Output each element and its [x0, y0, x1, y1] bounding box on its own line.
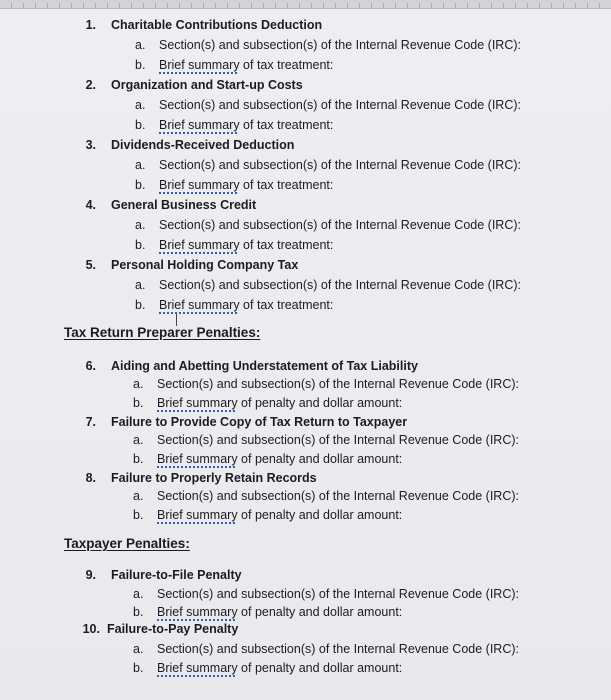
brief-summary-link[interactable]: Brief summary — [157, 452, 238, 466]
item-number: 7. — [85, 415, 96, 429]
item-number: 6. — [85, 359, 96, 373]
sub-item-a: a. Section(s) and subsection(s) of the Internal Revenue Code (IRC): — [135, 98, 521, 112]
sub-item-a: a. Section(s) and subsection(s) of the Internal Revenue Code (IRC): — [133, 642, 519, 656]
brief-summary-link[interactable]: Brief summary — [159, 178, 240, 192]
sub-item-a: a. Section(s) and subsection(s) of the Internal Revenue Code (IRC): — [135, 278, 521, 292]
brief-summary-link[interactable]: Brief summary — [159, 298, 240, 312]
sub-item-a: a. Section(s) and subsection(s) of the Internal Revenue Code (IRC): — [135, 158, 521, 172]
sub-item-b: b. Brief summary of penalty and dollar amount: — [133, 508, 403, 522]
sub-item-a: a. Section(s) and subsection(s) of the Internal Revenue Code (IRC): — [133, 489, 519, 503]
item-title[interactable]: Failure-to-Pay Penalty — [107, 622, 239, 636]
item-number: 2. — [85, 78, 96, 92]
sub-item-b: b. Brief summary of tax treatment: — [135, 298, 334, 312]
item-title[interactable]: Personal Holding Company Tax — [111, 258, 299, 272]
item-title[interactable]: Dividends-Received Deduction — [111, 138, 295, 152]
sub-item-b: b. Brief summary of penalty and dollar amount: — [133, 452, 403, 466]
item-title[interactable]: Charitable Contributions Deduction — [111, 18, 323, 32]
sub-item-a: a. Section(s) and subsection(s) of the Internal Revenue Code (IRC): — [133, 587, 519, 601]
item-number: 4. — [85, 198, 96, 212]
sub-item-b: b. Brief summary of tax treatment: — [135, 178, 334, 192]
section-heading-preparer: Tax Return Preparer Penalties: — [64, 325, 261, 340]
item-number: 8. — [85, 471, 96, 485]
sub-item-a: a. Section(s) and subsection(s) of the Internal Revenue Code (IRC): — [133, 377, 519, 391]
item-number: 5. — [85, 258, 96, 272]
item-number: 1. — [85, 18, 96, 32]
sub-item-a: a. Section(s) and subsection(s) of the Internal Revenue Code (IRC): — [135, 38, 521, 52]
brief-summary-link[interactable]: Brief summary — [157, 508, 238, 522]
sub-item-a: a. Section(s) and subsection(s) of the Internal Revenue Code (IRC): — [133, 433, 519, 447]
sub-item-b: b. Brief summary of penalty and dollar amount: — [133, 396, 403, 410]
brief-summary-link[interactable]: Brief summary — [157, 396, 238, 410]
sub-item-b: b. Brief summary of tax treatment: — [135, 238, 334, 252]
section-heading-taxpayer: Taxpayer Penalties: — [64, 536, 190, 551]
brief-summary-link[interactable]: Brief summary — [157, 605, 238, 619]
brief-summary-link[interactable]: Brief summary — [157, 661, 238, 675]
item-number: 9. — [85, 568, 96, 582]
sub-item-b: b. Brief summary of penalty and dollar amount: — [133, 661, 403, 675]
brief-summary-link[interactable]: Brief summary — [159, 238, 240, 252]
item-title[interactable]: Aiding and Abetting Understatement of Tax Liability — [111, 359, 418, 373]
item-number: 10. — [82, 622, 100, 636]
sub-item-a: a. Section(s) and subsection(s) of the Internal Revenue Code (IRC): — [135, 218, 521, 232]
sub-item-b: b. Brief summary of penalty and dollar amount: — [133, 605, 403, 619]
sub-item-b: b. Brief summary of tax treatment: — [135, 58, 334, 72]
item-title[interactable]: General Business Credit — [111, 198, 257, 212]
item-title[interactable]: Failure-to-File Penalty — [111, 568, 242, 582]
item-title[interactable]: Organization and Start-up Costs — [111, 78, 303, 92]
item-title[interactable]: Failure to Provide Copy of Tax Return to Taxpayer — [111, 415, 408, 429]
brief-summary-link[interactable]: Brief summary — [159, 118, 240, 132]
sub-item-b: b. Brief summary of tax treatment: — [135, 118, 334, 132]
item-number: 3. — [85, 138, 96, 152]
item-title[interactable]: Failure to Properly Retain Records — [111, 471, 317, 485]
brief-summary-link[interactable]: Brief summary — [159, 58, 240, 72]
